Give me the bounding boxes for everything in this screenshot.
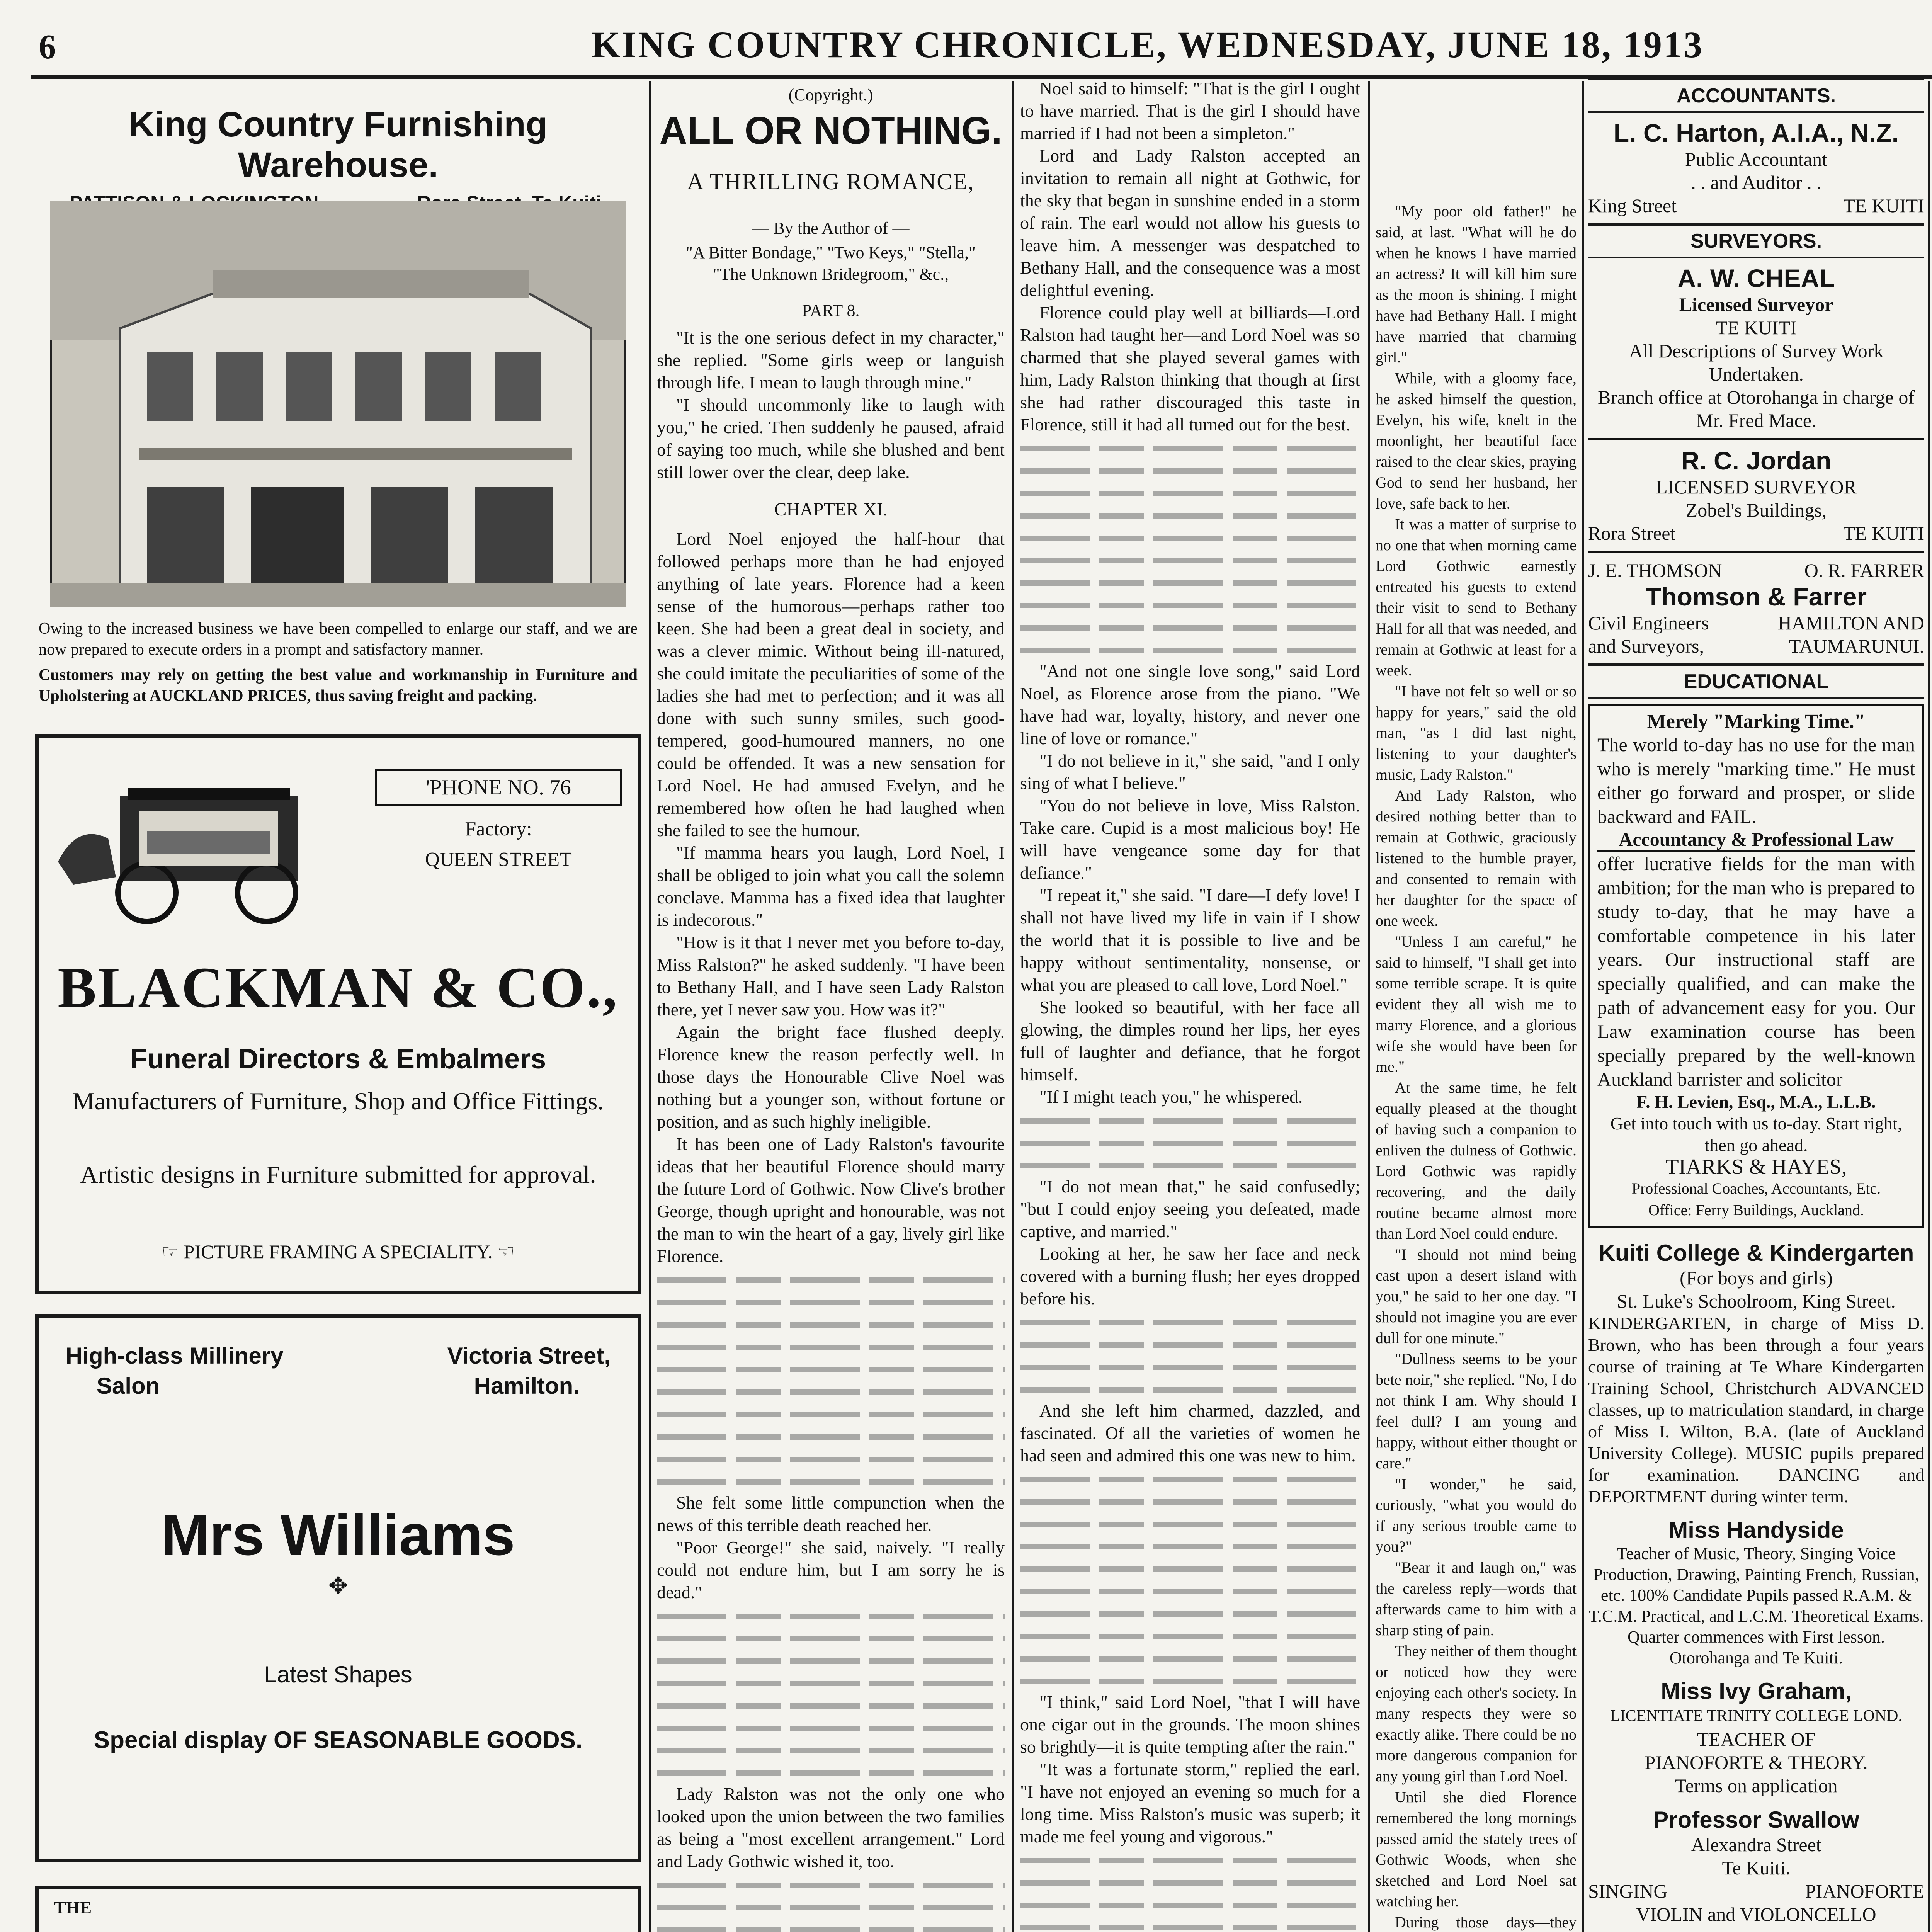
graham-name: Miss Ivy Graham, [1661,1678,1852,1704]
marking-title: Merely "Marking Time." [1647,711,1866,733]
piano-agency-ad [35,1886,641,1932]
story-paragraph: "You do not believe in love, Miss Ralston. Take care. Cupid is a most malicious boy! He will have vengeance some day for that defiance." [1020,796,1360,883]
story-paragraph: "If I might teach you," he whispered. [1039,1087,1303,1107]
story-paragraph: Lord Noel enjoyed the half-hour that followed perhaps more than he had enjoyed anything of late years. Florence had a keen sense of the humorous—perhaps rather too keen. She had been a great deal in society, and was a clever mimic. Without being ill-natured, she could imitate the peculiarities of some of the ladies she had met to perfection; and it was all done with such sunny smiles, such good-tempered, good-humoured manners, no one could be offended. It was a new sensation for Lord Noel. He had amused Evelyn, and he remembered how often he had laughed when she failed to see the humour. [657,529,1005,840]
story-paragraph: "It is the one serious defect in my character," she replied. "Some girls weep or languish through life. I mean to laugh through mine." [657,328,1005,392]
column-rule [649,81,651,1932]
warehouse-text-2: Customers may rely on getting the best value and workmanship in Furniture and Upholstering at AUCKLAND PRICES, thus saving freight and packing. [39,666,638,705]
story-works: "A Bitter Bondage," "Two Keys," "Stella," "The Unknown Bridegroom," &c., [686,243,976,284]
story-paragraph: "My poor old father!" he said, at last. "What will he do when he knows I have married an actress? It will kill him sure as the moon is shining. I might have had Bethany Hall. I might have married that charming girl." [1376,202,1577,366]
story-paragraph: During those days—they [1395,1913,1577,1931]
blackman-line-2: Manufacturers of Furniture, Shop and Office Fittings. [72,1087,604,1115]
educational-heading: EDUCATIONAL [1588,663,1924,699]
masthead [39,23,1932,70]
harton-street: King Street [1588,195,1677,216]
story-paragraph: It was a matter of surprise to no one that when morning came Lord Gothwic earnestly entreated his guests to extend their visit to send to Bethany Hall for all that was needed, and remain at Gothwic at least for a week. [1376,515,1577,679]
story-paragraph: "I have not felt so well or so happy for years," said the old man, "as I did last night, listening to your daughter's music, Lady Ralston." [1376,682,1577,783]
handyside-name: Miss Handyside [1668,1517,1844,1543]
story-paragraph: At the same time, he felt equally pleased at the thought of having such a companion to enliven the dulness of Gothwic. Lord Gothwic was rapidly recovering, and the daily routine became almost more than Lord Noel could endure. [1376,1079,1577,1242]
story-subtitle: A THRILLING ROMANCE, [687,169,975,194]
story-byline: — By the Author of — [752,219,910,238]
harton-name: L. C. Harton, A.I.A., N.Z. [1613,119,1899,147]
cheal-desc: All Descriptions of Survey Work Undertaken. [1629,340,1884,385]
marking-person: F. H. Levien, Esq., M.A., L.L.B. [1636,1092,1876,1112]
jordan-building: Zobel's Buildings, [1685,499,1827,521]
cheal-name: A. W. CHEAL [1677,264,1835,293]
graham-line: LICENTIATE TRINITY COLLEGE LOND. [1610,1707,1902,1725]
column-rule [1928,81,1930,1932]
marking-firm-2: Professional Coaches, Accountants, Etc. [1631,1180,1881,1197]
story-paragraph: "Bear it and laugh on," was the careless reply—words that afterwards came to him with a sharp sting of pain. [1376,1559,1577,1639]
story-chapter: CHAPTER XI. [774,499,888,520]
story-paragraph: "If mamma hears you laugh, Lord Noel, I shall be obliged to join what you call the solemn conclave. Mamma has a fixed idea that laughter is indecorous." [657,843,1005,930]
marking-office: Office: Ferry Buildings, Auckland. [1648,1201,1864,1219]
column-rule [1012,81,1014,1932]
warehouse-photo [50,201,626,607]
blackman-line-4: PICTURE FRAMING A SPECIALITY. [184,1241,493,1262]
kuiti-college-sub: (For boys and girls) [1680,1267,1833,1289]
jordan-town: TE KUITI [1843,522,1924,544]
story-paragraph: "I think," said Lord Noel, "that I will have one cigar out in the grounds. The moon shines so brightly—it is quite tempting after the rain." [1020,1692,1360,1757]
williams-right-2: Hamilton. [474,1373,580,1399]
blackman-phone: 'PHONE NO. 76 [375,769,622,806]
jordan-name: R. C. Jordan [1681,446,1832,475]
serial-story-column-2 [1020,77,1360,1932]
story-paragraph: And Lady Ralston, who desired nothing better than to remain at Gothwic, graciously listened to the humble prayer, and consented to remain with her daughter for the space of one week. [1376,787,1577,929]
story-paragraph: Looking at her, he saw her face and neck covered with a burning flush; her eyes dropped before his. [1020,1244,1360,1308]
marking-firm: TIARKS & HAYES, [1665,1155,1847,1179]
marking-text-2: offer lucrative fields for the man with ambition; for the man who is prepared to study to-day, that he may have a comfortable competence in his later years. Our instructional staff are specially qualified, and can make the path of advancement easy for you. Our Law examination course has been specially prepared by the well-known Auckland barrister and solicitor [1597,853,1915,1090]
cheal-town: TE KUITI [1716,317,1797,338]
harton-line: Public Accountant [1685,148,1827,170]
blackman-ad [35,734,641,1294]
story-paragraph: She looked so beautiful, with her face all glowing, the dimples round her lips, her eyes full of laughter and defiance, that he forgot himself. [1020,997,1360,1084]
harton-town: TE KUITI [1843,195,1924,216]
column-rule [1368,81,1370,1932]
graham-line: Terms on application [1675,1775,1838,1796]
story-paragraph: Noel said to himself: "That is the girl I ought to have married. That is the girl I should have married if I had not been a simpleton." [1020,78,1360,143]
blackman-factory: Factory: [465,818,532,840]
tiarks-hayes-ad [1588,704,1924,1228]
story-paragraph: She felt some little compunction when the news of this terrible death reached her. [657,1493,1005,1535]
story-paragraph: Florence could play well at billiards—Lord Ralston had taught her—and Lord Noel was so charmed that she played several games with him, Lady Ralston thinking that though at first she had rather discouraged this taste in Florence, still it had all turned out for the best. [1020,303,1360,434]
story-paragraph: Again the bright face flushed deeply. Florence knew the reason perfectly well. In those days the Honourable Clive Noel was nothing but a younger son, without fortune or position, and as such highly ineligible. [657,1022,1005,1131]
kuiti-college-place: St. Luke's Schoolroom, King Street. [1617,1290,1896,1312]
story-paragraph: While, with a gloomy face, he asked himself the question, Evelyn, his wife, knelt in the moonlight, her beautiful face raised to the clear skies, praying God to send her husband, her love, safe back to her. [1376,369,1577,512]
jordan-title: LICENSED SURVEYOR [1656,476,1857,498]
marking-bold: Accountancy & Professional Law [1597,828,1915,852]
serial-story-column-3 [1376,201,1577,1932]
jordan-street: Rora Street [1588,522,1676,544]
warehouse-title: King Country Furnishing Warehouse. [129,105,548,185]
story-paragraph: "I wonder," he said, curiously, "what you would do if any serious trouble came to you?" [1376,1475,1577,1555]
story-paragraph: Lady Ralston was not the only one who looked upon the union between the two families as being a "most excellent arrangement." Lord and Lady Gothwic wished it, too. [657,1784,1005,1871]
cheal-branch: Branch office at Otorohanga in charge of Mr. Fred Mace. [1597,386,1915,431]
tf-line: and Surveyors, [1588,635,1704,657]
kuiti-college-text: KINDERGARTEN, in charge of Miss D. Brown, who has been through a four years course of training at Te Whare Kindergarten Training School, Christchurch ADVANCED classes, up to matriculation standard, in charge of Miss I. Wilton, B.A. (late of Auckland University College). MUSIC pupils prepared for examination. DANCING and DEPORTMENT during winter term. [1588,1313,1924,1506]
story-paragraph: They neither of them thought or noticed how they were enjoying each other's society. In many respects they were so exactly alike. There could be no more dangerous companion for any young girl than Lord Noel. [1376,1642,1577,1785]
story-paragraph: "Dullness seems to be your bete noir," she replied. "No, I do not think I am. Why should I feel dull? I am young and happy, without either thought or care." [1376,1350,1577,1472]
story-paragraph: "I should uncommonly like to laugh with you," he cried. Then suddenly he paused, afraid of saying too much, while she blushed and bent still lower over the clear, deep lake. [657,395,1005,482]
tf-line: TAUMARUNUI. [1789,635,1924,657]
hearse-illustration [50,761,352,927]
story-paragraph: "And not one single love song," said Lord Noel, as Florence arose from the piano. "We have had war, loyalty, history, and never one line of love or romance." [1020,661,1360,748]
story-paragraph: "I do not believe in it," she said, "and I only sing of what I believe." [1020,751,1360,793]
warehouse-text: Owing to the increased business we have been compelled to enlarge our staff, and we are now prepared to execute orders in a prompt and satisfactory manner. [39,620,638,658]
story-paragraph: "Unless I am careful," he said to himself, "I shall get into some terrible scrape. It is quite evident they all wish me to marry Florence, and a glorious wife she would have been for me." [1376,933,1577,1075]
swallow-violin: VIOLIN and VIOLONCELLO [1636,1903,1876,1925]
williams-left-2: Salon [97,1373,160,1399]
story-part: PART 8. [802,301,860,320]
kuiti-college-title: Kuiti College & Kindergarten [1598,1240,1914,1266]
piano-the: THE [54,1898,92,1917]
blackman-line-3: Artistic designs in Furniture submitted for approval. [80,1161,596,1188]
williams-name: Mrs Williams [161,1502,515,1567]
swallow-street: Alexandra Street [1691,1834,1821,1855]
thomson-name: J. E. THOMSON [1588,560,1722,581]
story-paragraph: It has been one of Lady Ralston's favourite ideas that her beautiful Florence should marry the future Lord of Gothwic. Now Clive's brother George, though upright and honourable, was not the man to win the heart of a gay, lively girl like Florence. [657,1134,1005,1266]
story-paragraph: Until she died Florence remembered the long mornings passed amid the stately trees of Gothwic Woods, when she sketched and Lord Noel sat watching her. [1376,1788,1577,1910]
story-paragraph: "Poor George!" she said, naively. "I really could not endure him, but I am sorry he is dead." [657,1537,1005,1602]
farrer-name: O. R. FARRER [1804,560,1924,581]
swallow-name: Professor Swallow [1653,1807,1859,1833]
accountants-heading: ACCOUNTANTS. [1588,77,1924,113]
tf-line: HAMILTON AND [1777,612,1924,634]
tf-line: Civil Engineers [1588,612,1709,634]
story-paragraph: "I do not mean that," he said confusedly; "but I could enjoy seeing you defeated, made captive, and married." [1020,1177,1360,1241]
ornament-icon: ✥ [328,1573,348,1599]
directory-column [1588,77,1924,1932]
story-paragraph: And she left him charmed, dazzled, and fascinated. Of all the varieties of women he had seen and admired this one was new to him. [1020,1401,1360,1465]
pointing-hand-icon: ☞ [162,1241,184,1262]
swallow-pianoforte: PIANOFORTE [1805,1880,1924,1902]
story-paragraph: "How is it that I never met you before to-day, Miss Ralston?" he asked suddenly. "I have been to Bethany Hall, and I have seen Lady Ralston there, yet I never saw you. How was it?" [657,932,1005,1019]
story-title: ALL OR NOTHING. [659,109,1002,152]
blackman-factory-street: QUEEN STREET [425,849,572,871]
swallow-singing: SINGING [1588,1880,1668,1902]
williams-shapes: Latest Shapes [264,1662,412,1687]
blackman-line-1: Funeral Directors & Embalmers [130,1044,546,1075]
page-number: 6 [39,28,56,66]
surveyors-heading: SURVEYORS. [1588,223,1924,258]
graham-line: TEACHER OF [1697,1728,1816,1750]
column-rule [1582,81,1584,1932]
blackman-name: BLACKMAN & CO., [58,956,619,1020]
graham-line: PIANOFORTE & THEORY. [1645,1752,1868,1773]
newspaper-title: KING COUNTRY CHRONICLE, WEDNESDAY, JUNE 18, 1913 [592,24,1704,65]
serial-story-column [657,77,1005,1932]
cheal-title: Licensed Surveyor [1679,294,1833,315]
piano-illustration [58,1920,614,1932]
story-paragraph: "It was a fortunate storm," replied the earl. "I have not enjoyed an evening so much for a long time. Miss Ralston's music was superb; it made me feel young and vigorous." [1020,1759,1360,1846]
harton-line: . . and Auditor . . [1691,172,1821,193]
thomson-farrer-name: Thomson & Farrer [1645,582,1867,611]
marking-get: Get into touch with us to-day. Start right, then go ahead. [1610,1114,1902,1155]
ads-column-left [35,77,641,1932]
handyside-text: Teacher of Music, Theory, Singing Voice Production, Drawing, Painting French, Russian, etc. 100% Candidate Pupils passed R.A.M. & T.C.M. Practical, and L.C.M. Theoretical Exams. Quarter commences with First lesson. Otorohanga and Te Kuiti. [1588,1544,1924,1667]
story-paragraph: Lord and Lady Ralston accepted an invitation to remain all night at Gothwic, for the sky that began in sunshine ended in a storm of rain. The earl would not allow his guests to leave him. A messenger was despatched to Bethany Hall, and the consequence was a most delightful evening. [1020,146,1360,300]
williams-ad [35,1314,641,1862]
williams-display: Special display OF SEASONABLE GOODS. [94,1727,583,1753]
story-copyright: (Copyright.) [788,85,873,104]
pointing-hand-icon: ☜ [492,1241,515,1262]
story-paragraph: "I should not mind being cast upon a desert island with you," he said to her one day. "I should not imagine you are ever dull for one minute." [1376,1246,1577,1347]
marking-text: The world to-day has no use for the man who is merely "marking time." He must either go forward and prosper, or slide backward and FAIL. [1597,734,1915,827]
williams-left-1: High-class Millinery [66,1343,284,1369]
furnishing-warehouse-ad [35,104,641,703]
story-paragraph: "I repeat it," she said. "I dare—I defy love! I shall not have lived my life in vain if I show the world that it is possible to live and be happy without sentimentality, nonsense, or what you are pleased to call love, Lord Noel." [1020,885,1360,995]
williams-right-1: Victoria Street, [447,1343,611,1369]
swallow-town: Te Kuiti. [1722,1857,1791,1879]
